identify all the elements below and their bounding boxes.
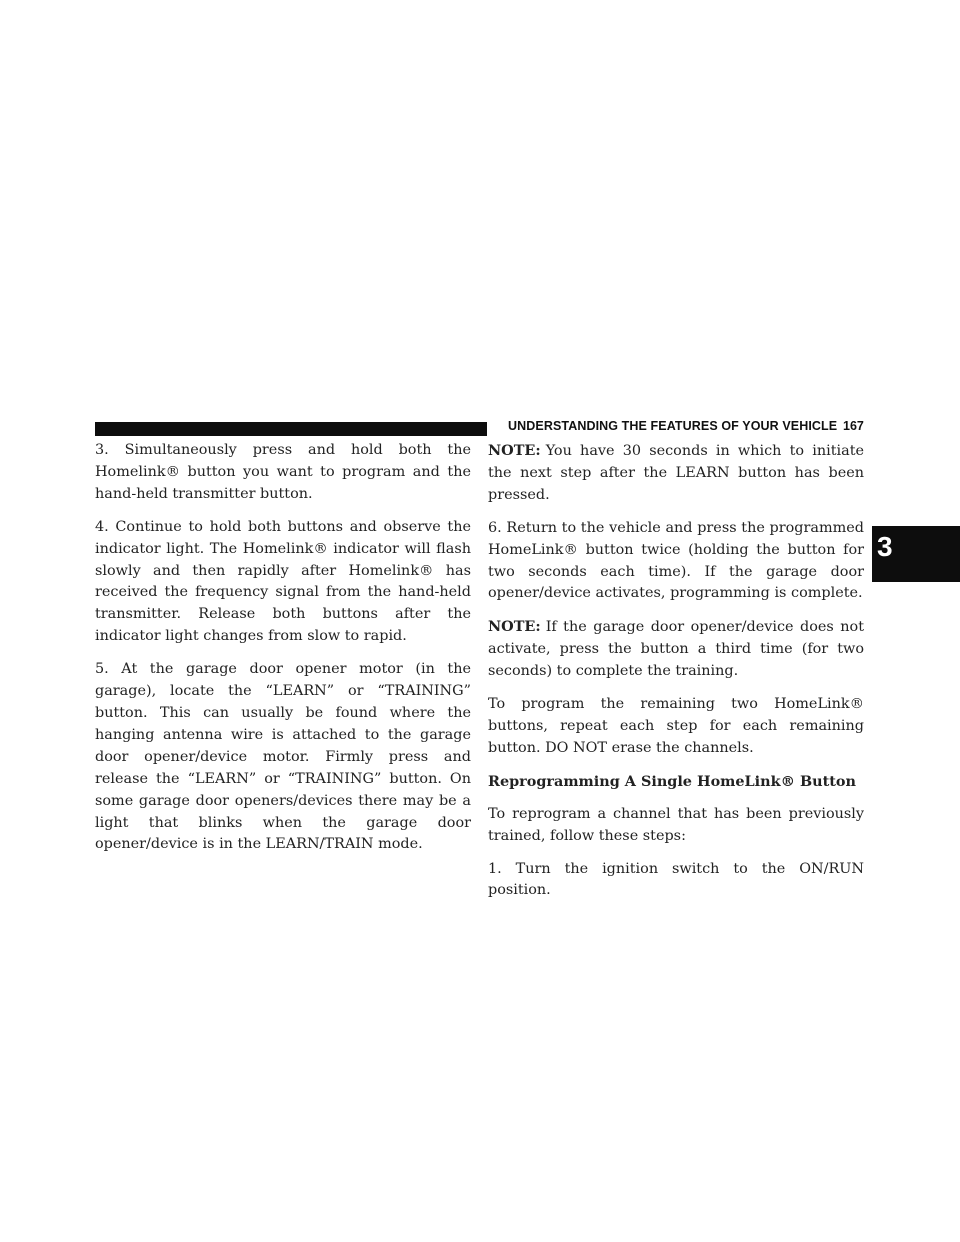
note-text: You have 30 seconds in which to initiate the next step after the LEARN button has been pressed. xyxy=(488,443,864,503)
subheading: Reprogramming A Single HomeLink® Button xyxy=(488,772,856,790)
page-number: 167 xyxy=(843,419,864,433)
note-text: If the garage door opener/device does not activate, press the button a third time (for two seconds) to complete the training. xyxy=(488,619,864,680)
reprogram-intro: To reprogram a channel that has been previously trained, follow these steps: xyxy=(488,805,864,844)
step-3: 3. Simultaneously press and hold both the Homelink® button you want to program and the hand-held transmitter button. xyxy=(95,442,471,502)
note-label: NOTE: xyxy=(488,442,541,459)
step-4: 4. Continue to hold both buttons and observe the indicator light. The Homelink® indicator will flash slowly and then rapidly after Homelink® has received the frequency signal from the hand-held transmitter. Release both buttons after the indicator light changes from slow to rapid. xyxy=(95,518,471,645)
left-column xyxy=(95,440,471,867)
header-bar xyxy=(95,422,487,436)
note-label: NOTE: xyxy=(488,618,541,636)
right-column xyxy=(488,440,864,913)
note-1 xyxy=(488,440,864,507)
step-5: 5. At the garage door opener motor (in the garage), locate the “LEARN” or “TRAINING” button. This can usually be found where the hanging antenna wire is attached to the garage door opener/device motor. Firmly press and release the “LEARN” or “TRAINING” button. On some garage door openers/devices there may be a light that blinks when the garage door opener/device is in the LEARN/TRAIN mode. xyxy=(95,661,471,853)
step-1: 1. Turn the ignition switch to the ON/RUN position. xyxy=(488,860,864,899)
note-2 xyxy=(488,616,864,683)
section-title: UNDERSTANDING THE FEATURES OF YOUR VEHICLE xyxy=(508,419,838,433)
remaining-buttons-paragraph: To program the remaining two HomeLink® buttons, repeat each step for each remaining button. DO NOT erase the channels. xyxy=(488,696,864,756)
chapter-number: 3 xyxy=(877,531,893,562)
step-6: 6. Return to the vehicle and press the programmed HomeLink® button twice (holding the button for two seconds each time). If the garage door opener/device activates, programming is complete. xyxy=(488,519,864,602)
